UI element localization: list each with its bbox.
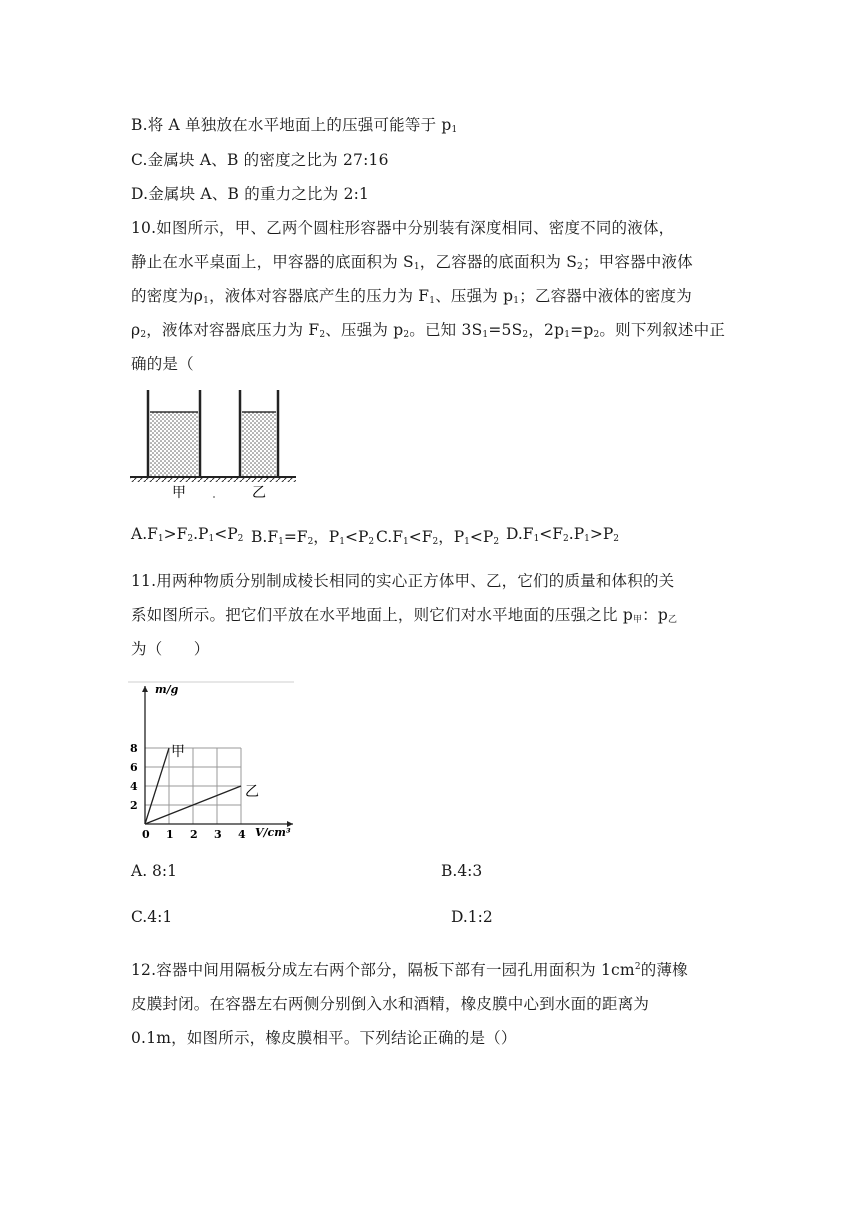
x-tick-label: 2 (190, 828, 198, 838)
q10-option-b: $B.F_1=F_2$，$P_1<P_2$ (251, 528, 375, 547)
q9-option-c: C.金属块 A、B 的密度之比为 27:16 (131, 151, 389, 169)
table-surface (130, 477, 296, 482)
q11-option-d: D.1:2 (451, 908, 493, 926)
q10-option-a: $A.F_1>F_2.P_1<P_2$ (131, 525, 244, 544)
q11-stem-line1: 11.用两种物质分别制成棱长相同的实心正方体甲、乙，它们的质量和体积的关 (131, 572, 675, 590)
q11-stem-line2: 系如图所示。把它们平放在水平地面上，则它们对水平地面的压强之比 $p_甲$：$p_乙$ (131, 606, 678, 625)
y-axis-arrow (142, 686, 148, 692)
q11-option-b: B.4:3 (441, 862, 483, 880)
container-yi (240, 390, 278, 477)
q9-option-b: B.将 A 单独放在水平地面上的压强可能等于 $p_1$ (131, 116, 458, 135)
q10-stem-line2: 静止在水平桌面上，甲容器的底面积为 $S_1$，乙容器的底面积为 $S_2$；甲容器中液体 (131, 253, 693, 272)
q10-stem-line3: 的密度为$\rho_1$，液体对容器底产生的压力为 $F_1$、压强为 $p_1$；乙容器中液体的密度为 (131, 287, 692, 306)
q12-stem-line3: 0.1m，如图所示，橡皮膜相平。下列结论正确的是（） (131, 1029, 517, 1047)
q10-option-c: $C.F_1<F_2$，$P_1<P_2$ (376, 528, 500, 547)
q10-stem-line1: 10.如图所示，甲、乙两个圆柱形容器中分别装有深度相同、密度不同的液体， (131, 219, 675, 237)
mass-volume-chart (128, 680, 306, 838)
q12-stem-line1: 12.容器中间用隔板分成左右两个部分，隔板下部有一园孔用面积为 $1cm^2$的薄橡 (131, 961, 688, 979)
x-axis-label: V/cm³ (255, 826, 291, 838)
chart-grid (145, 748, 241, 824)
q10-stem-line5: 确的是（ (131, 355, 194, 373)
q12-stem-line2: 皮膜封闭。在容器左右两侧分别倒入水和酒精，橡皮膜中心到水面的距离为 (131, 995, 650, 1013)
x-tick-label: 4 (238, 828, 246, 838)
x-tick-label: 0 (142, 828, 150, 838)
container-jia (148, 390, 200, 477)
q11-option-c: C.4:1 (131, 908, 173, 926)
x-tick-label: 1 (166, 828, 174, 838)
q10-stem-line4: $\rho_2$，液体对容器底压力为 $F_2$、压强为 $p_2$。已知 $3S_1=5S_2$，$2p_1=p_2$。则下列叙述中正 (131, 321, 726, 340)
q11-option-a: A. 8:1 (131, 862, 177, 880)
label-jia: 甲 (172, 485, 186, 501)
y-tick-label: 8 (130, 742, 138, 755)
series-label: 甲 (171, 744, 185, 760)
x-tick-label: 3 (214, 828, 222, 838)
q10-option-d: $D.F_1<F_2.P_1>P_2$ (506, 525, 620, 544)
y-axis-label: m/g (155, 683, 179, 696)
y-tick-label: 6 (130, 761, 138, 774)
y-tick-label: 4 (130, 780, 138, 793)
q11-stem-line3: 为（ ） (131, 640, 210, 658)
label-yi: 乙 (252, 485, 266, 501)
containers-figure (128, 384, 298, 502)
chart-series (145, 744, 259, 824)
y-tick-label: 2 (130, 799, 138, 812)
q9-option-d: D.金属块 A、B 的重力之比为 2:1 (131, 185, 370, 203)
series-label: 乙 (245, 784, 259, 800)
